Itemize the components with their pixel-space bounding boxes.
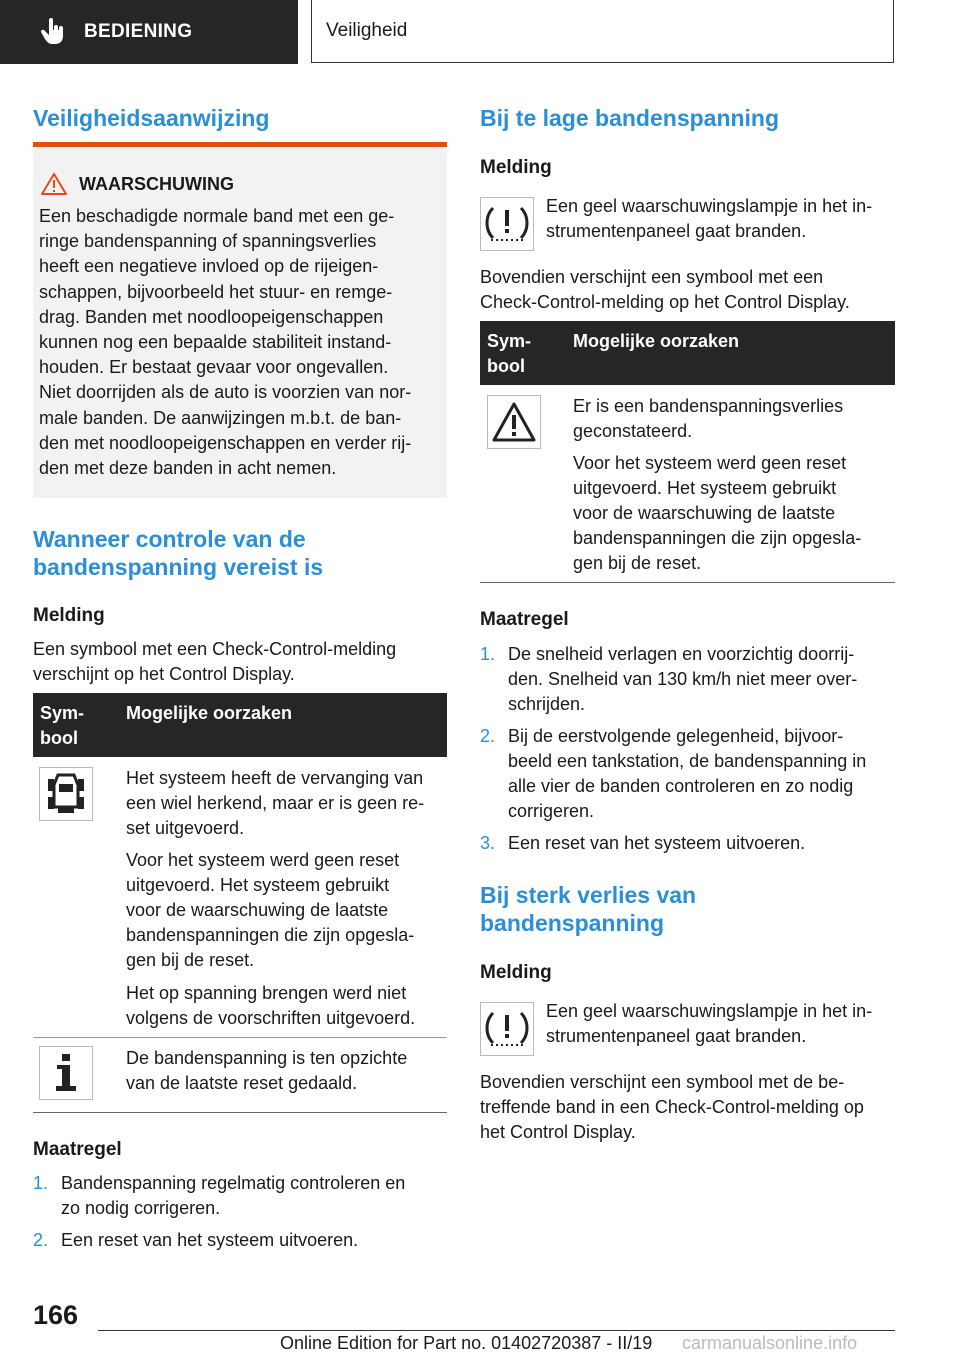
warning-line: kunnen nog een bepaalde stabiliteit instand- (39, 332, 392, 353)
symbol-cell (39, 767, 93, 821)
col-symbol-header: Sym- (40, 703, 85, 723)
text-line: volgens de voorschriften uitgevoerd. (126, 1008, 416, 1028)
warning-triangle-icon (41, 173, 67, 195)
text-line: strumentenpaneel gaat branden. (546, 1026, 807, 1046)
text-line: bandenspanningen die zijn opgesla- (126, 925, 415, 945)
text-line: Bandenspanning regelmatig controleren en (61, 1173, 406, 1193)
melding-label: Melding (480, 962, 552, 983)
list-item (480, 831, 895, 856)
warning-line: drag. Banden met noodloopeigenschappen (39, 306, 384, 327)
warning-line: Niet doorrijden als de auto is voorzien van nor- (39, 382, 412, 403)
text-line: voor de waarschuwing de laatste (126, 900, 389, 920)
table-header (33, 693, 447, 757)
extra-text (480, 265, 895, 315)
extra-text (480, 1070, 895, 1145)
text-line: schrijden. (508, 694, 586, 714)
col-symbol-header: bool (40, 728, 78, 748)
page-number: 166 (33, 1300, 79, 1330)
lamp-symbol (480, 197, 534, 251)
heading-line: Bij sterk verlies van (480, 882, 697, 908)
text-line: verschijnt op het Control Display. (33, 664, 295, 684)
cause-text (126, 981, 446, 1031)
text-line: Bovendien verschijnt een symbool met een (480, 267, 824, 287)
text-line: set uitgevoerd. (126, 818, 245, 838)
text-line: De snelheid verlagen en voorzichtig doorrij- (508, 644, 855, 664)
car-tire-reset-icon (44, 771, 88, 817)
chapter-header (311, 0, 894, 63)
list-item (480, 642, 895, 717)
text-line: uitgevoerd. Het systeem gebruikt (126, 875, 390, 895)
info-icon (51, 1052, 81, 1094)
heading-line: bandenspanning vereist is (33, 554, 324, 580)
footer-rule (98, 1330, 895, 1331)
section-label: BEDIENING (84, 21, 193, 42)
cause-text (126, 848, 446, 973)
maatregel-label: Maatregel (33, 1139, 122, 1160)
symbol-cell (39, 1046, 93, 1100)
list-number: 2. (33, 1230, 49, 1250)
melding-label: Melding (480, 157, 552, 178)
text-line: Een reset van het systeem uitvoeren. (61, 1230, 359, 1250)
watermark: carmanualsonline.info (682, 1333, 858, 1353)
table-header (480, 321, 895, 385)
text-line: Er is een bandenspanningsverlies (573, 396, 844, 416)
warning-line: schappen, bijvoorbeeld het stuur- en remge- (39, 281, 393, 302)
text-line: Een geel waarschuwingslampje in het in- (546, 1001, 873, 1021)
tire-pressure-warning-lamp-icon (483, 1009, 531, 1049)
heading-line: bandenspanning (480, 910, 664, 936)
lamp-text (546, 999, 896, 1049)
lamp-symbol (480, 1002, 534, 1056)
text-line: geconstateerd. (573, 421, 693, 441)
text-line: bandenspanningen die zijn opgesla- (573, 528, 862, 548)
warning-line: houden. Er bestaat gevaar voor ongevallen. (39, 357, 389, 378)
col-symbol-header: Sym- (487, 331, 532, 351)
col-cause-header: Mogelijke oorzaken (126, 703, 293, 723)
lamp-text (546, 194, 896, 244)
text-line: gen bij de reset. (573, 553, 702, 573)
hand-pointer-icon (40, 18, 66, 46)
cause-text (573, 451, 895, 576)
chapter-title: Veiligheid (326, 20, 408, 41)
warning-line: heeft een negatieve invloed op de rijeigen- (39, 256, 379, 277)
text-line: corrigeren. (508, 801, 595, 821)
text-line: beeld een tankstation, de bandenspanning in (508, 751, 867, 771)
warning-line: den met deze banden in acht nemen. (39, 458, 337, 479)
melding-label: Melding (33, 605, 105, 626)
text-line: den. Snelheid van 130 km/h niet meer over- (508, 669, 858, 689)
list-item (480, 724, 895, 824)
col-cause-header: Mogelijke oorzaken (573, 331, 740, 351)
cause-text (126, 766, 446, 841)
col-symbol-header: bool (487, 356, 525, 376)
list-number: 2. (480, 726, 496, 746)
text-line: De bandenspanning is ten opzichte (126, 1048, 408, 1068)
text-line: Een symbool met een Check-Control-melding (33, 639, 397, 659)
warning-line: male banden. De aanwijzingen m.b.t. de ban- (39, 407, 402, 428)
text-line: Voor het systeem werd geen reset (126, 850, 400, 870)
heading-line: Wanneer controle van de (33, 526, 306, 552)
text-line: Bovendien verschijnt een symbool met de be- (480, 1072, 845, 1092)
text-line: Check-Control-melding op het Control Display. (480, 292, 850, 312)
text-line: van de laatste reset gedaald. (126, 1073, 358, 1093)
text-line: een wiel herkend, maar er is geen re- (126, 793, 425, 813)
list-item (33, 1228, 447, 1253)
text-line: Bij de eerstvolgende gelegenheid, bijvoor- (508, 726, 844, 746)
warning-line: den met noodloopeigenschappen en verder rij- (39, 432, 412, 453)
section-tab (0, 0, 298, 64)
text-line: alle vier de banden controleren en zo nodig (508, 776, 854, 796)
list-number: 1. (33, 1173, 49, 1193)
heading-safety: Veiligheidsaanwijzing (33, 105, 270, 131)
warning-triangle-icon (491, 401, 537, 443)
melding-text (33, 637, 447, 687)
list-number: 3. (480, 833, 496, 853)
warning-text (39, 204, 441, 481)
text-line: strumentenpaneel gaat branden. (546, 221, 807, 241)
cause-text (126, 1046, 446, 1096)
tire-pressure-warning-lamp-icon (483, 204, 531, 244)
list-number: 1. (480, 644, 496, 664)
text-line: treffende band in een Check-Control-melding op (480, 1097, 864, 1117)
heading-when-check (33, 525, 323, 581)
text-line: Een reset van het systeem uitvoeren. (508, 833, 806, 853)
text-line: gen bij de reset. (126, 950, 255, 970)
table-bottom-rule (33, 1112, 447, 1113)
text-line: het Control Display. (480, 1122, 636, 1142)
symbol-cell (487, 395, 541, 449)
text-line: Een geel waarschuwingslampje in het in- (546, 196, 873, 216)
warning-line: Een beschadigde normale band met een ge- (39, 206, 395, 226)
heading-strong-loss (480, 881, 696, 937)
warning-line: ringe bandenspanning of spanningsverlies (39, 231, 377, 252)
row-divider (33, 1037, 447, 1038)
warning-box (33, 142, 447, 498)
table-bottom-rule (480, 582, 895, 583)
text-line: voor de waarschuwing de laatste (573, 503, 836, 523)
text-line: Voor het systeem werd geen reset (573, 453, 847, 473)
warning-title: WAARSCHUWING (79, 173, 234, 194)
text-line: zo nodig corrigeren. (61, 1198, 221, 1218)
heading-low-pressure: Bij te lage bandenspanning (480, 105, 780, 131)
edition-text: Online Edition for Part no. 01402720387 - II/19 (280, 1333, 653, 1353)
text-line: Het op spanning brengen werd niet (126, 983, 407, 1003)
text-line: Het systeem heeft de vervanging van (126, 768, 424, 788)
cause-text (573, 394, 895, 444)
maatregel-label: Maatregel (480, 609, 569, 630)
list-item (33, 1171, 447, 1221)
text-line: uitgevoerd. Het systeem gebruikt (573, 478, 837, 498)
